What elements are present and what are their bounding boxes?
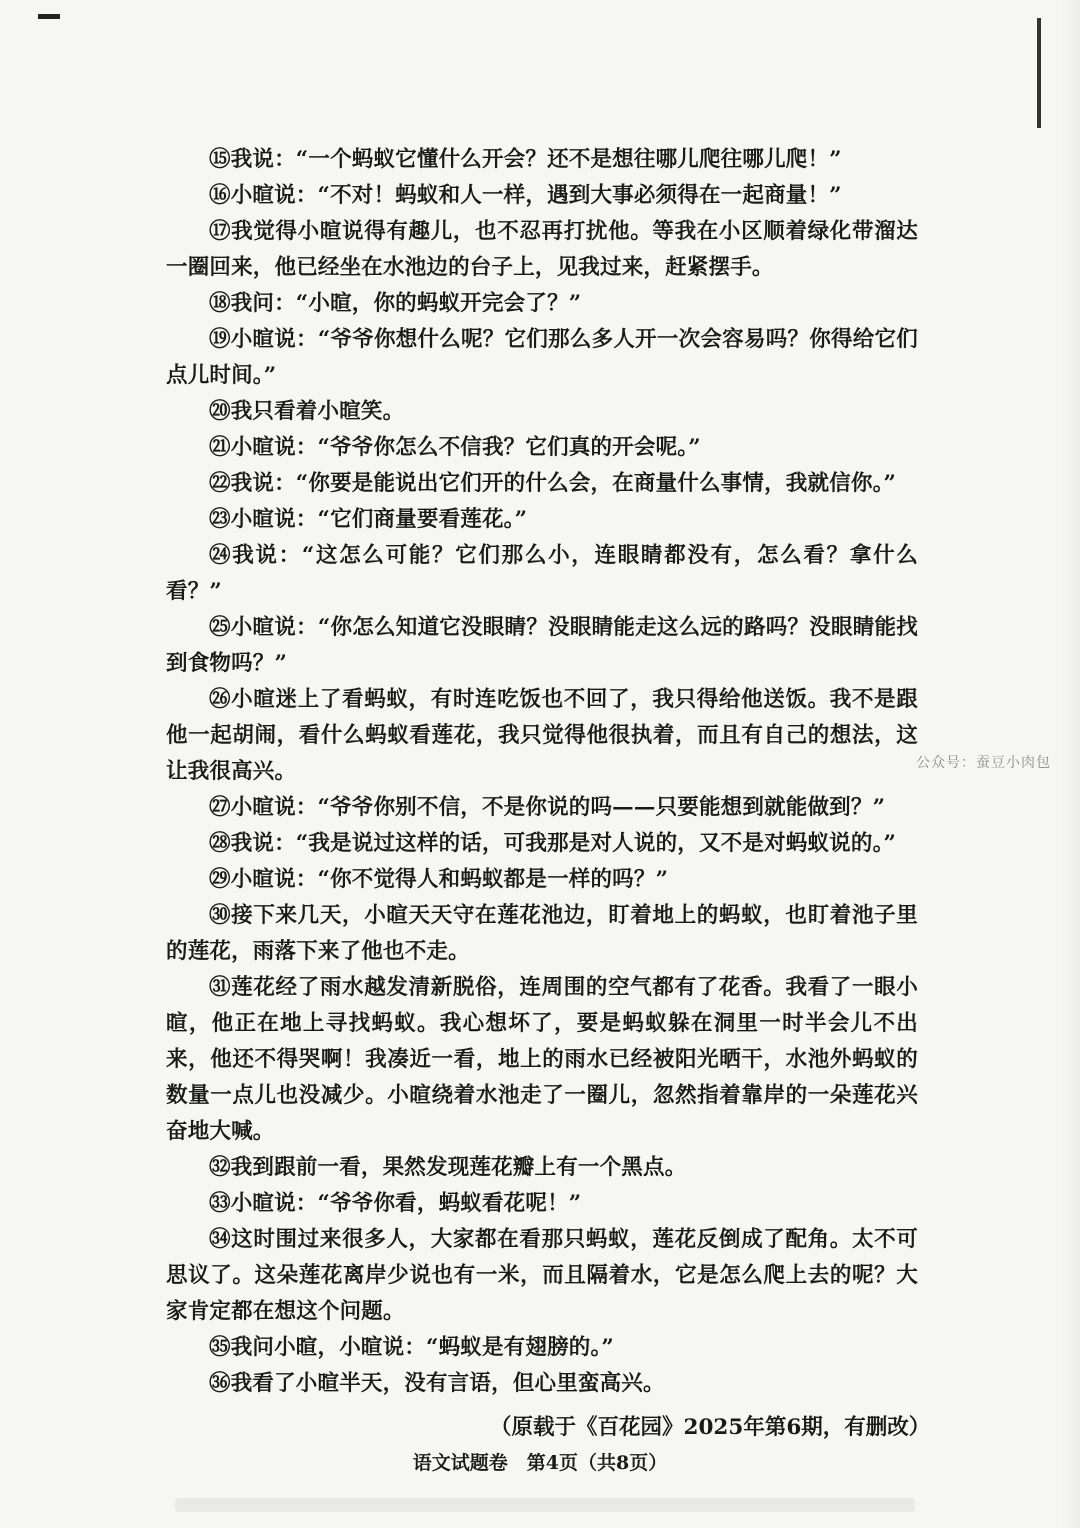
scan-mark [1037,18,1041,128]
paragraph-33: ㉝小暄说：“爷爷你看，蚂蚁看花呢！” [209,1191,582,1216]
paragraph-32: ㉜我到跟前一看，果然发现莲花瓣上有一个黑点。 [209,1155,687,1180]
paragraph-28: ㉘我说：“我是说过这样的话，可我那是对人说的，又不是对蚂蚁说的。” [209,831,897,856]
paragraph-30: ㉚接下来几天，小暄天天守在莲花池边，盯着地上的蚂蚁，也盯着池子里的莲花，雨落下来了他也不走。 [166,903,918,964]
paragraph-25: ㉕小暄说：“你怎么知道它没眼睛？没眼睛能走这么远的路吗？没眼睛能找到食物吗？” [166,615,918,676]
paragraph-34: ㉞这时围过来很多人，大家都在看那只蚂蚁，莲花反倒成了配角。太不可思议了。这朵莲花离岸少说也有一米，而且隔着水，它是怎么爬上去的呢？大家肯定都在想这个问题。 [166,1227,918,1324]
paragraph-19: ⑲小暄说：“爷爷你想什么呢？它们那么多人开一次会容易吗？你得给它们点儿时间。” [166,327,918,388]
paragraph-27: ㉗小暄说：“爷爷你别不信，不是你说的吗——只要能想到就能做到？” [209,795,886,820]
paragraph-20: ⑳我只看着小暄笑。 [209,399,405,424]
paragraph-22: ㉒我说：“你要是能说出它们开的什么会，在商量什么事情，我就信你。” [209,471,897,496]
paragraph-21: ㉑小暄说：“爷爷你怎么不信我？它们真的开会呢。” [209,435,701,460]
source-note: （原载于《百花园》2025年第6期，有删改） [490,1415,931,1440]
paragraph-36: ㊱我看了小暄半天，没有言语，但心里蛮高兴。 [209,1371,665,1396]
paragraph-15: ⑮我说：“一个蚂蚁它懂什么开会？还不是想往哪儿爬往哪儿爬！” [209,147,842,172]
page-footer: 语文试题卷 第4页（共8页） [412,1452,668,1474]
paragraph-24: ㉔我说：“这怎么可能？它们那么小，连眼睛都没有，怎么看？拿什么看？” [166,543,918,604]
paragraph-17: ⑰我觉得小暄说得有趣儿，也不忍再打扰他。等我在小区顺着绿化带溜达一圈回来，他已经坐在水池边的台子上，见我过来，赶紧摆手。 [166,219,918,280]
paragraph-35: ㉟我问小暄，小暄说：“蚂蚁是有翅膀的。” [209,1335,614,1360]
scan-shadow [1060,0,1080,1528]
paragraph-26: ㉖小暄迷上了看蚂蚁，有时连吃饭也不回了，我只得给他送饭。我不是跟他一起胡闹，看什么蚂蚁看莲花，我只觉得他很执着，而且有自己的想法，这让我很高兴。 [166,687,918,784]
paragraph-23: ㉓小暄说：“它们商量要看莲花。” [209,507,528,532]
paragraph-16: ⑯小暄说：“不对！蚂蚁和人一样，遇到大事必须得在一起商量！” [209,183,842,208]
watermark: 公众号：蚕豆小肉包 [916,755,1051,771]
scan-mark [38,14,60,19]
paragraph-29: ㉙小暄说：“你不觉得人和蚂蚁都是一样的吗？” [209,867,669,892]
story-text [166,142,918,1402]
paragraph-31: ㉛莲花经了雨水越发清新脱俗，连周围的空气都有了花香。我看了一眼小暄，他正在地上寻找蚂蚁。我心想坏了，要是蚂蚁躲在洞里一时半会儿不出来，他还不得哭啊！我凑近一看，地上的雨水已经被阳光晒干，水池外蚂蚁的数量一点儿也没减少。小暄绕着水池走了一圈儿，忽然指着靠岸的一朵莲花兴奋地大喊。 [166,975,918,1144]
paragraph-18: ⑱我问：“小暄，你的蚂蚁开完会了？” [209,291,582,316]
bleed-through-text [175,1498,915,1512]
